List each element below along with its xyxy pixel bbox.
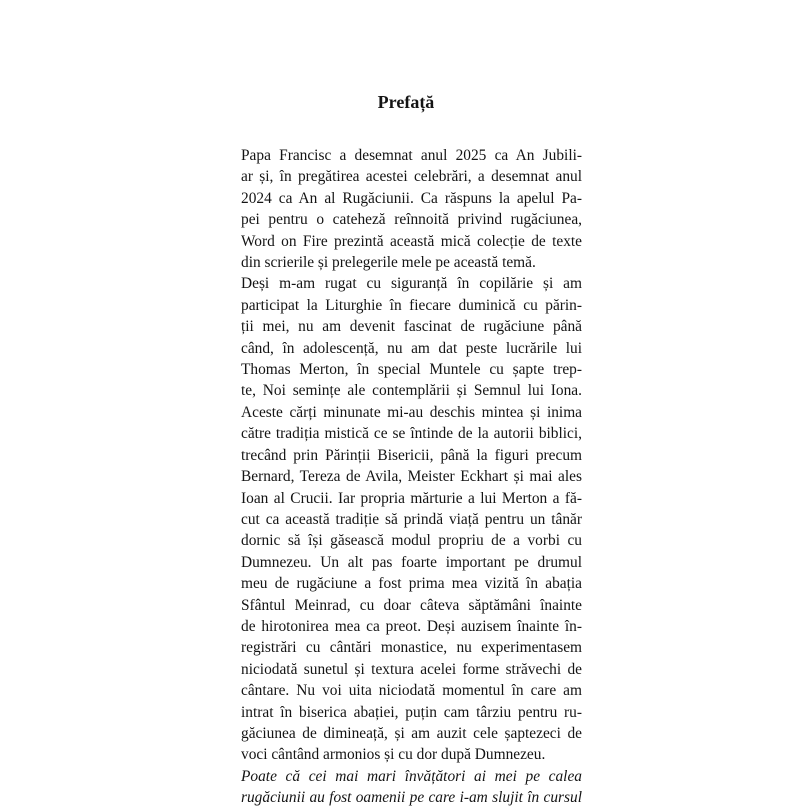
- text-line: Dumnezeu. Un alt pas foarte important pe drumul: [241, 553, 582, 571]
- text-line: cântare. Nu voi uita niciodată momentul în care am: [241, 682, 582, 700]
- text-line: Papa Francisc a desemnat anul 2025 ca An Jubili-: [241, 147, 582, 164]
- text-block: [230, 88, 582, 809]
- text-line: Poate că cei mai mari învățători ai mei pe calea: [241, 767, 582, 785]
- text-line: registrări cu cântări monastice, nu experimentasem: [241, 639, 582, 657]
- text-line: ar și, în pregătirea acestei celebrări, a desemnat anul: [241, 168, 582, 186]
- text-line: către tradiția mistică ce se întinde de la autorii biblici,: [241, 425, 582, 443]
- text-line: 2024 ca An al Rugăciunii. Ca răspuns la apelul Pa-: [241, 189, 582, 207]
- text-line: de hirotonirea mea ca preot. Deși auzisem înainte în-: [241, 617, 582, 635]
- text-line: Deși m-am rugat cu siguranță în copilărie și am: [241, 275, 582, 293]
- text-line: te, Noi semințe ale contemplării și Semnul lui Iona.: [241, 382, 582, 400]
- text-line: participat la Liturghie în fiecare duminică cu părin-: [241, 296, 582, 314]
- text-line: cut ca această tradiție să prindă viață pentru un tânăr: [241, 510, 582, 528]
- text-line: când, în adolescență, nu am dat peste lucrările lui: [241, 339, 582, 357]
- paragraph-2: [230, 273, 582, 765]
- text-line: Ioan al Crucii. Iar propria mărturie a lui Merton a fă-: [241, 489, 582, 507]
- paragraph-3: [230, 766, 582, 809]
- text-line: din scrierile și prelegerile mele pe această temă.: [241, 254, 536, 272]
- text-line: Thomas Merton, în special Muntele cu șapte trep-: [241, 361, 582, 379]
- text-line: niciodată sunetul și textura acelei forme străvechi de: [241, 660, 582, 678]
- text-line: ții mei, nu am devenit fascinat de rugăciune până: [241, 318, 582, 336]
- text-line: trecând prin Părinții Bisericii, până la figuri precum: [241, 446, 582, 464]
- text-line: voci cântând armonios și cu dor după Dumnezeu.: [241, 746, 546, 764]
- text-line: intrat în biserica abației, puțin cam târziu pentru ru-: [241, 703, 582, 721]
- paragraph-1: [230, 145, 582, 273]
- page-title: Prefață: [377, 92, 435, 112]
- text-line: Bernard, Tereza de Avila, Meister Eckhart și mai ales: [241, 468, 582, 486]
- text-line: Aceste cărți minunate mi-au deschis mintea și inima: [241, 403, 582, 421]
- text-line: meu de rugăciune a fost prima mea vizită în abația: [241, 575, 582, 593]
- text-line: Word on Fire prezintă această mică colecție de texte: [241, 232, 582, 250]
- text-line: Sfântul Meinrad, cu doar câteva săptămâni înainte: [241, 596, 582, 614]
- text-line: găciunea de dimineață, și am auzit cele șaptezeci de: [241, 724, 582, 742]
- text-line: dornic să își găsească modul propriu de a vorbi cu: [241, 532, 582, 550]
- text-line: pei pentru o cateheză reînnoită privind rugăciunea,: [241, 211, 582, 229]
- text-line: rugăciunii au fost oamenii pe care i-am slujit în cursul: [241, 789, 582, 807]
